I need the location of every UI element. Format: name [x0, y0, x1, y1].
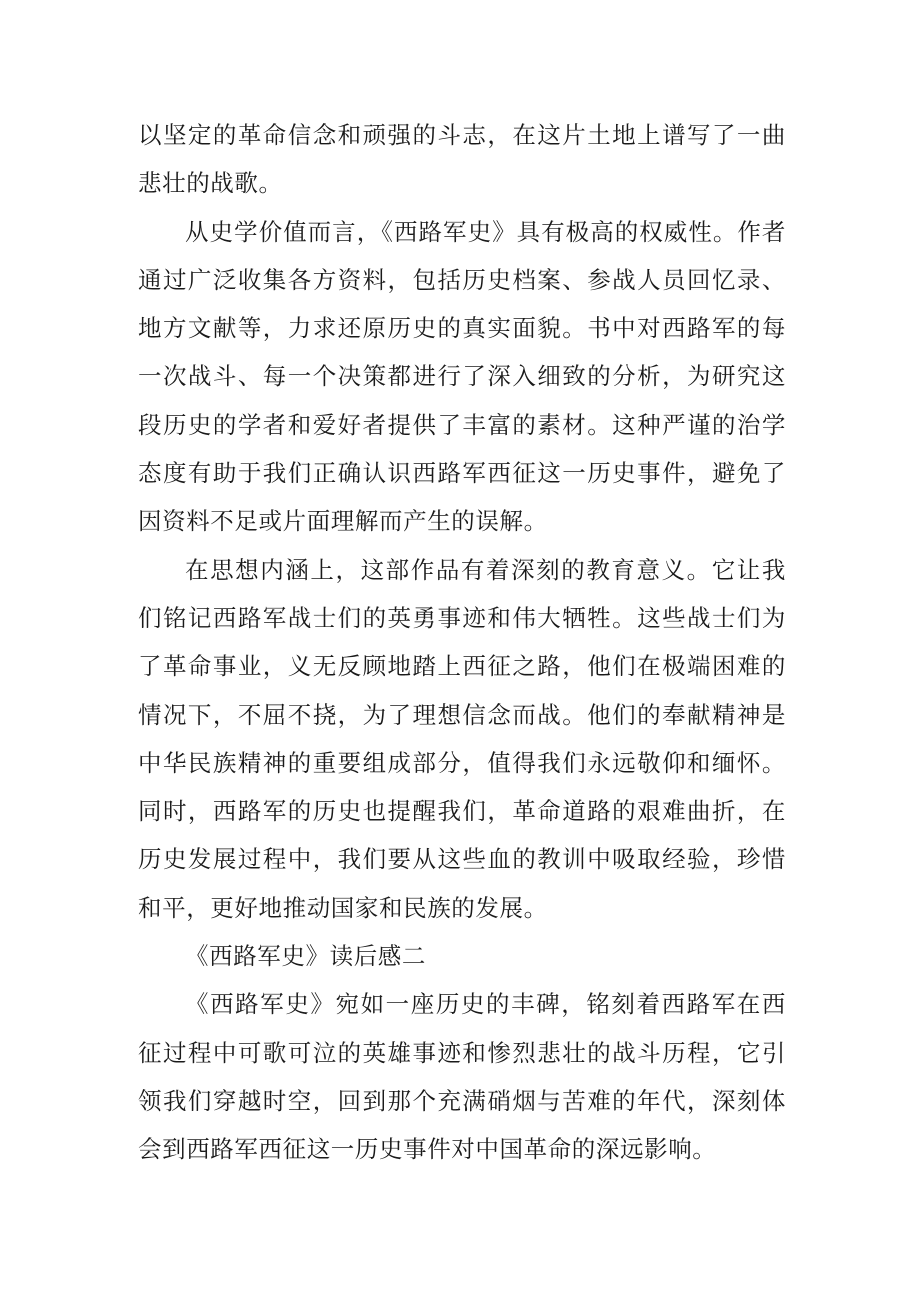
section-heading: 《西路军史》读后感二: [185, 942, 426, 971]
paragraph-ideological-meaning: 在思想内涵上，这部作品有着深刻的教育意义。它让我们铭记西路军战士们的英勇事迹和伟大牺牲。这些战士们为了革命事业，义无反顾地踏上西征之路，他们在极端困难的情况下，不屈不挠，为了理想信念而战。他们的奉献精神是中华民族精神的重要组成部分，值得我们永远敬仰和缅怀。同时，西路军的历史也提醒我们，革命道路的艰难曲折，在历史发展过程中，我们要从这些血的教训中吸取经验，珍惜和平，更好地推动国家和民族的发展。: [138, 555, 786, 922]
document-body: [138, 111, 786, 1174]
paragraph-section-intro: 《西路军史》宛如一座历史的丰碑，铭刻着西路军在西征过程中可歌可泣的英雄事迹和惨烈悲壮的战斗历程，它引领我们穿越时空，回到那个充满硝烟与苦难的年代，深刻体会到西路军西征这一历史事件对中国革命的深远影响。: [138, 990, 786, 1164]
paragraph-historical-value: 从史学价值而言，《西路军史》具有极高的权威性。作者通过广泛收集各方资料，包括历史档案、参战人员回忆录、地方文献等，力求还原历史的真实面貌。书中对西路军的每一次战斗、每一个决策都进行了深入细致的分析，为研究这段历史的学者和爱好者提供了丰富的素材。这种严谨的治学态度有助于我们正确认识西路军西征这一历史事件，避免了因资料不足或片面理解而产生的误解。: [138, 217, 786, 536]
paragraph-continuation: 以坚定的革命信念和顽强的斗志，在这片土地上谱写了一曲悲壮的战歌。: [138, 121, 786, 198]
